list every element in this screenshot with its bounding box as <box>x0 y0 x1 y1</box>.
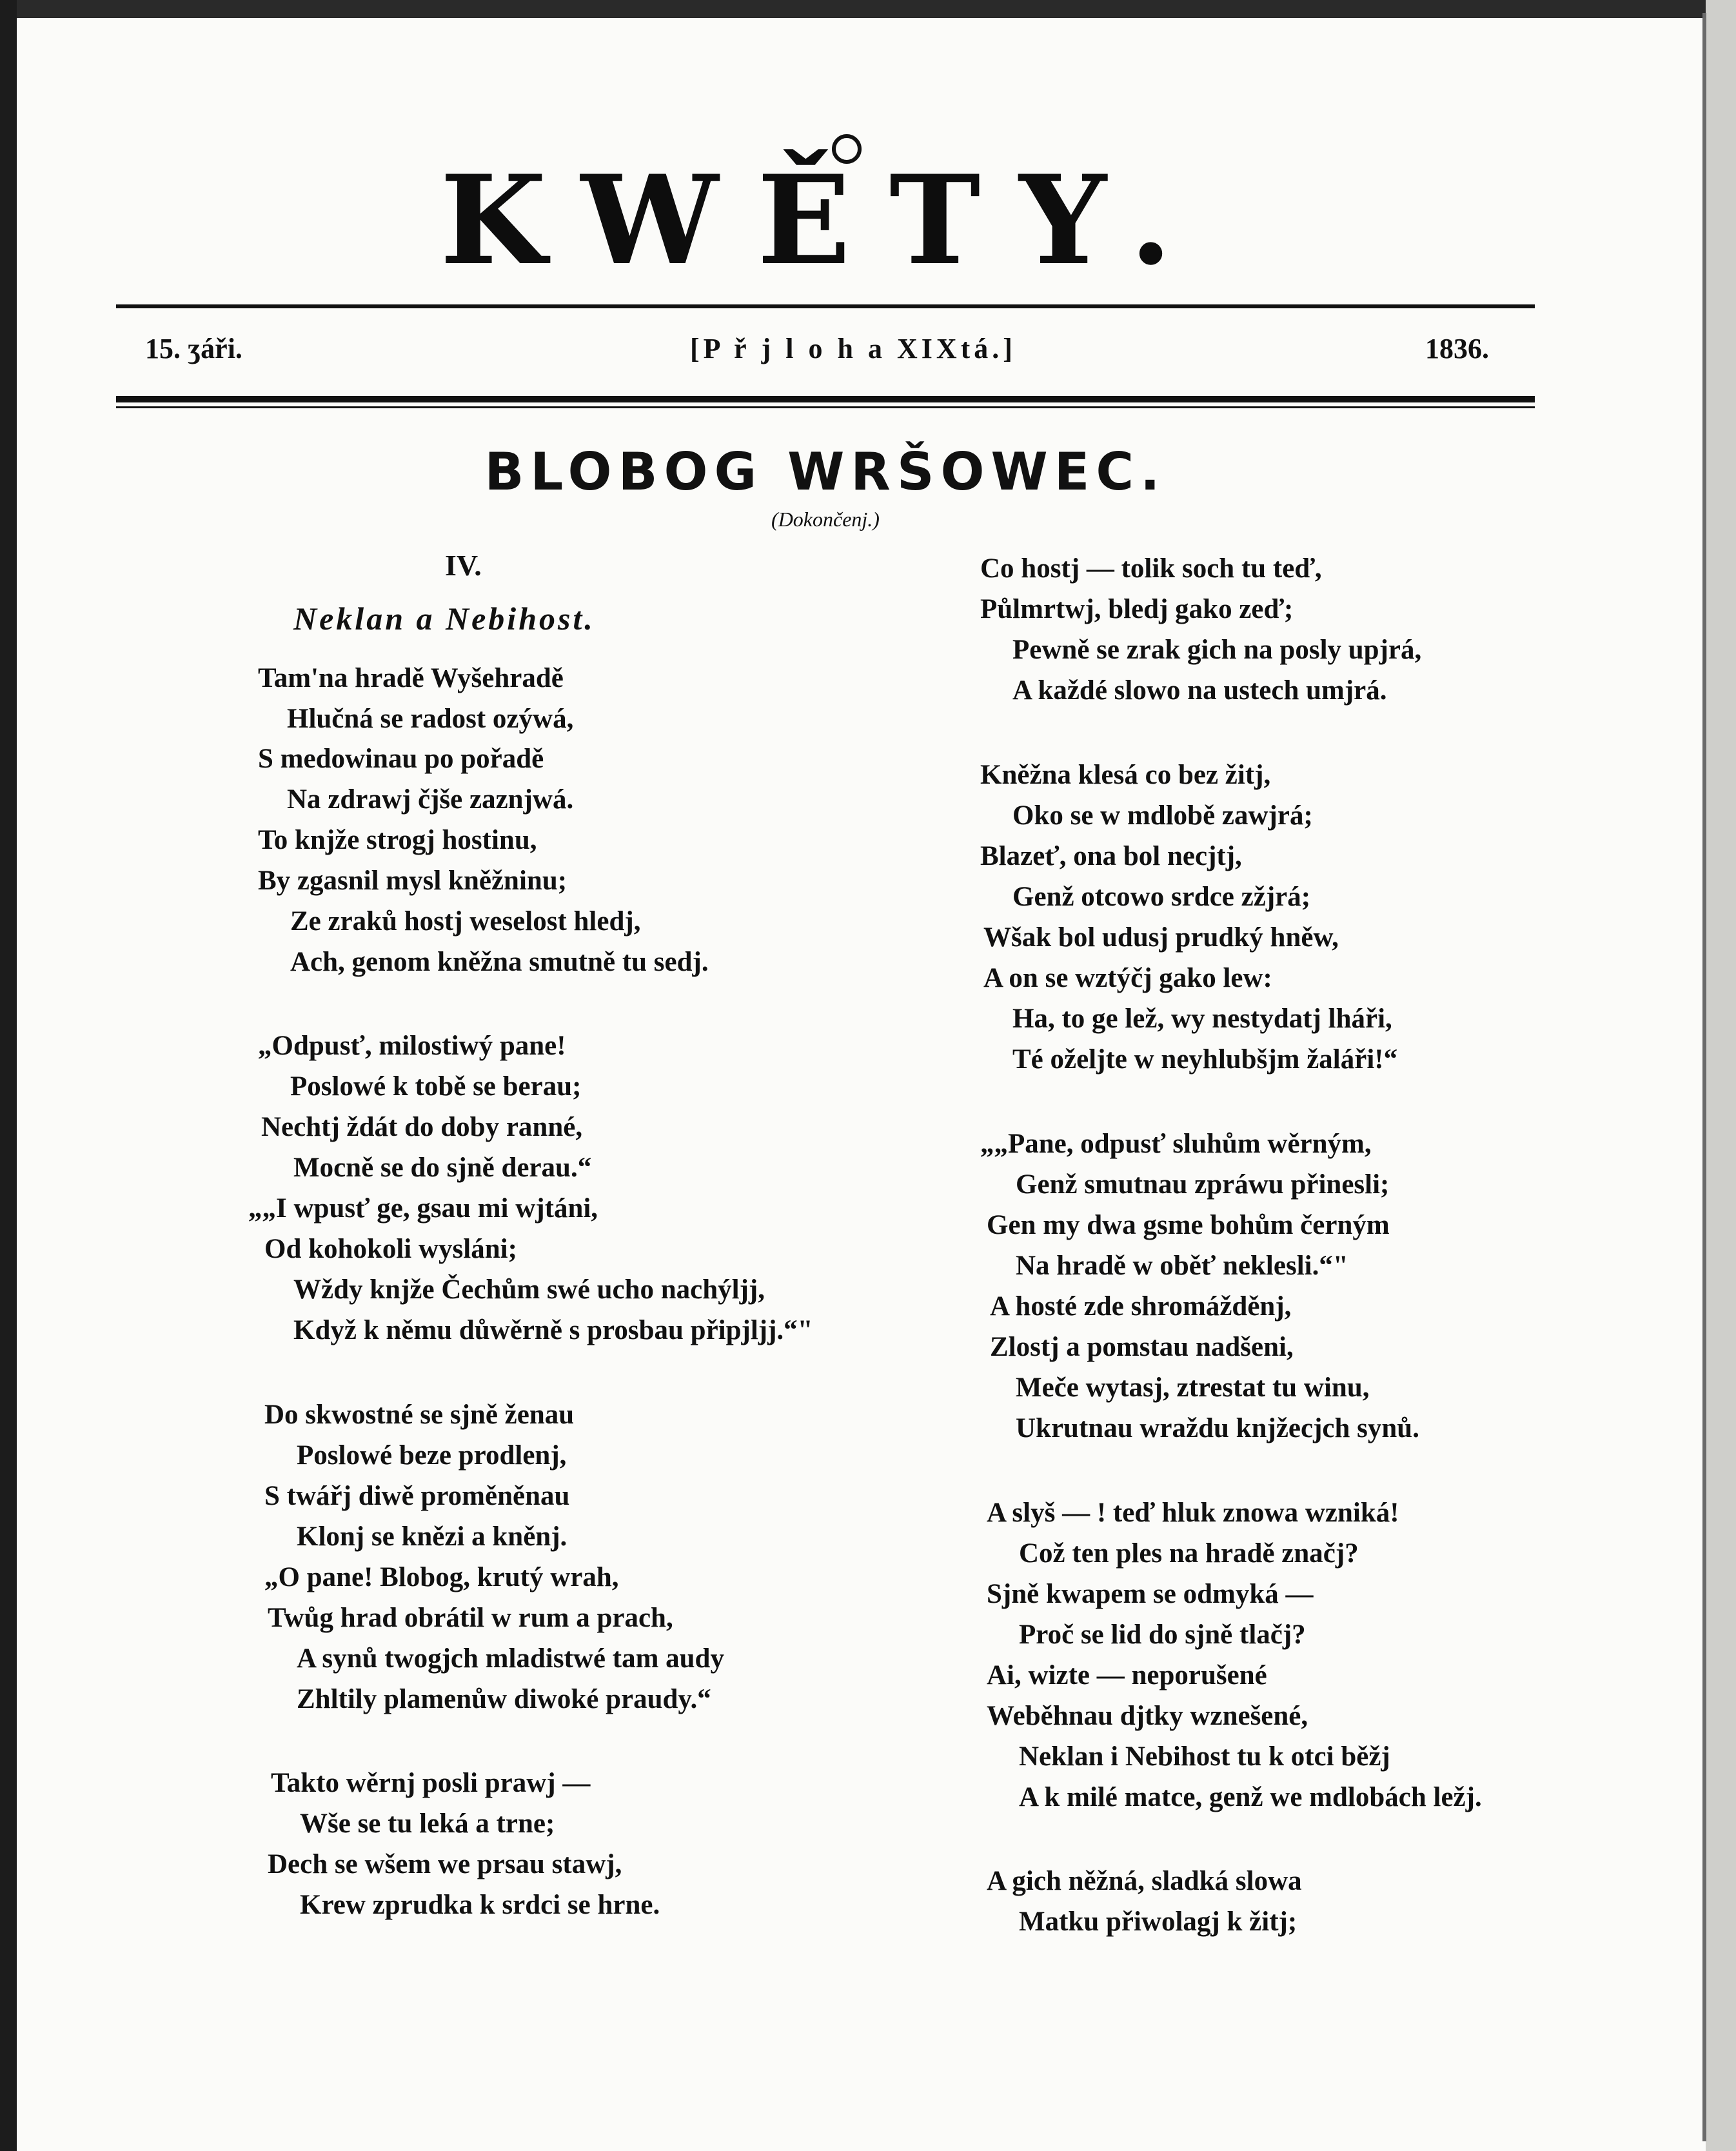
verse-line: Což ten ples na hradě značj? <box>1019 1538 1359 1569</box>
verse-line: A slyš — ! teď hluk znowa wzniká! <box>987 1498 1399 1528</box>
part-number: IV. <box>445 549 482 582</box>
verse-line: Poslowé k tobě se berau; <box>290 1071 582 1102</box>
verse-line: Ze zraků hostj weselost hledj, <box>290 906 641 937</box>
verse-line: Sjně kwapem se odmyká — <box>987 1579 1314 1609</box>
verse-line: A hosté zde shromážděnj, <box>990 1291 1292 1322</box>
verse-line: Mocně se do sjně derau.“ <box>293 1153 592 1183</box>
verse-line: Dech se wšem we prsau stawj, <box>268 1849 622 1879</box>
verse-line: To knjže strogj hostinu, <box>258 825 537 855</box>
verse-line: Hlučná se radost ozýwá, <box>287 704 574 734</box>
verse-line: Zhltily plamenůw diwoké praudy.“ <box>297 1684 711 1714</box>
verse-line: Když k němu důwěrně s prosbau připjljj.“" <box>293 1315 813 1345</box>
verse-line: Ha, to ge lež, wy nestydatj lháři, <box>1012 1004 1392 1034</box>
verse-line: Genž otcowo srdce zžjrá; <box>1012 882 1311 912</box>
section-title: Neklan a Nebihost. <box>293 600 595 637</box>
verse-line: Ai, wizte — neporušené <box>987 1660 1267 1690</box>
article-title: BLOBOG WRŠOWEC. <box>484 442 1167 502</box>
verse-line: Půlmrtwj, bledj gako zeď; <box>980 594 1294 624</box>
verse-line: Nechtj ždát do doby ranné, <box>261 1112 583 1142</box>
verse-line: Té oželjte w neyhlubšjm žaláři!“ <box>1012 1044 1398 1075</box>
verse-line: Zlostj a pomstau nadšeni, <box>990 1332 1294 1362</box>
verse-line: Gen my dwa gsme bohům černým <box>987 1210 1390 1240</box>
article-subtitle: (Dokončenj.) <box>771 508 880 531</box>
verse-line: Matku přiwolagj k žitj; <box>1019 1907 1297 1937</box>
scan-edge-left <box>0 0 17 2151</box>
verse-line: S twářj diwě proměněnau <box>264 1481 570 1511</box>
supplement-label: [P ř j l o h a XIXtá.] <box>690 333 1016 364</box>
masthead-title: KWĚTY. <box>440 148 1211 292</box>
verse-line: Oko se w mdlobě zawjrá; <box>1012 800 1313 831</box>
verse-line: A gich něžná, sladká slowa <box>987 1866 1302 1896</box>
issue-date: 15. ʒáři. <box>145 333 242 364</box>
verse-line: Takto wěrnj posli prawj — <box>271 1768 591 1798</box>
verse-line: Wšak bol udusj prudký hněw, <box>983 922 1339 953</box>
verse-line: „Odpusť, milostiwý pane! <box>258 1031 566 1061</box>
verse-line: „„Pane, odpusť sluhům wěrným, <box>980 1129 1372 1159</box>
verse-line: Na zdrawj čjše zaznjwá. <box>287 784 574 815</box>
verse-line: Krew zprudka k srdci se hrne. <box>300 1890 660 1920</box>
verse-line: Na hradě w oběť neklesli.“" <box>1016 1251 1348 1281</box>
verse-line: Proč se lid do sjně tlačj? <box>1019 1620 1306 1650</box>
verse-line: „O pane! Blobog, krutý wrah, <box>264 1562 619 1592</box>
verse-line: Wše se tu leká a trne; <box>300 1809 555 1839</box>
verse-line: Ach, genom kněžna smutně tu sedj. <box>290 947 709 977</box>
verse-line: By zgasnil mysl kněžninu; <box>258 866 567 896</box>
verse-line: S medowinau po pořadě <box>258 744 544 774</box>
verse-line: A každé slowo na ustech umjrá. <box>1012 675 1387 706</box>
verse-line: Tam'na hradě Wyšehradě <box>258 663 564 693</box>
verse-line: Klonj se knězi a kněnj. <box>297 1522 567 1552</box>
verse-line: Neklan i Nebihost tu k otci běžj <box>1019 1741 1390 1772</box>
issue-year: 1836. <box>1425 333 1489 364</box>
top-rule <box>116 304 1535 308</box>
verse-line: Wždy knjže Čechům swé ucho nachýljj, <box>293 1274 765 1305</box>
verse-line: „„I wpusť ge, gsau mi wjtáni, <box>248 1193 598 1224</box>
verse-line: Weběhnau djtky wznešené, <box>987 1701 1308 1731</box>
verse-line: Kněžna klesá co bez žitj, <box>980 760 1271 790</box>
double-rule-thick <box>116 396 1535 402</box>
page-edge-line <box>1702 13 1706 2141</box>
verse-line: Od kohokoli wysláni; <box>264 1234 517 1264</box>
verse-line: Co hostj — tolik soch tu teď, <box>980 553 1322 584</box>
verse-line: A synů twogjch mladistwé tam audy <box>297 1643 724 1674</box>
verse-line: Poslowé beze prodlenj, <box>297 1440 567 1471</box>
double-rule-thin <box>116 406 1535 408</box>
verse-line: Do skwostné se sjně ženau <box>264 1400 575 1430</box>
verse-line: Genž smutnau zpráwu přinesli; <box>1016 1169 1390 1200</box>
verse-line: Twůg hrad obrátil w rum a prach, <box>268 1603 673 1633</box>
verse-line: A k milé matce, genž we mdlobách ležj. <box>1019 1782 1482 1812</box>
verse-line: Pewně se zrak gich na posly upjrá, <box>1012 635 1422 665</box>
verse-line: Ukrutnau wraždu knjžecjch synů. <box>1016 1413 1419 1443</box>
verse-line: Blazeť, ona bol necjtj, <box>980 841 1242 871</box>
verse-line: A on se wztýčj gako lew: <box>983 963 1272 993</box>
verse-line: Meče wytasj, ztrestat tu winu, <box>1016 1373 1370 1403</box>
scan-edge-top <box>0 0 1736 18</box>
scan-edge-right <box>1706 0 1736 2151</box>
